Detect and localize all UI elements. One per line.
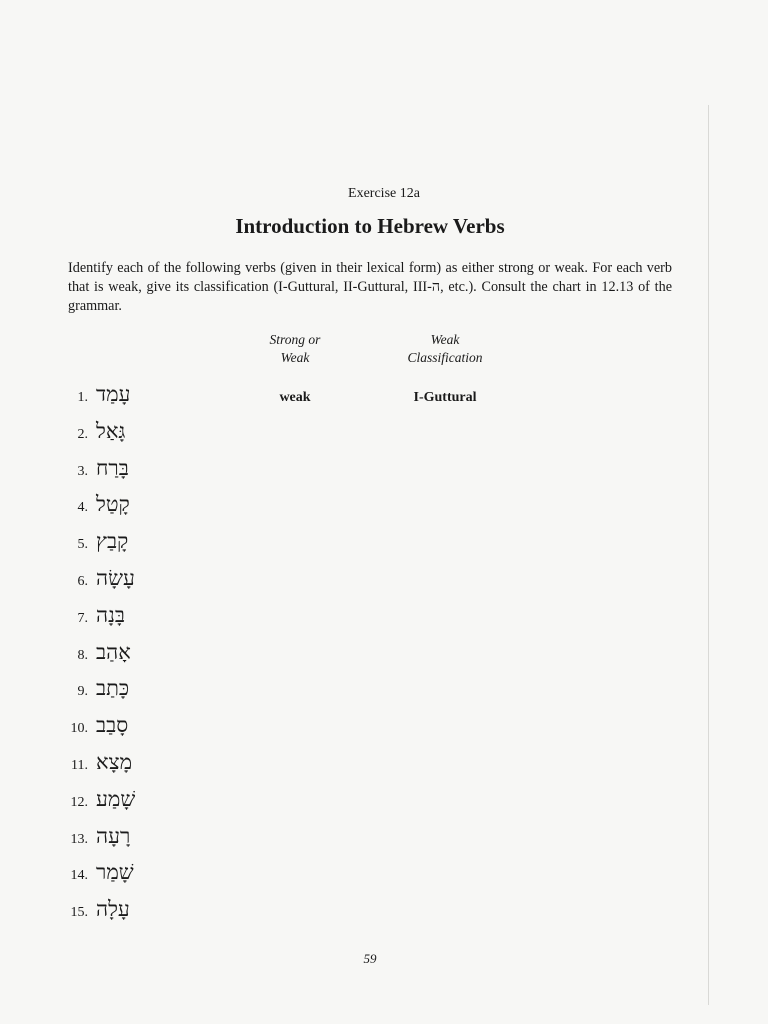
verb-row [0, 897, 768, 927]
item-number: 14. [70, 868, 88, 884]
strong-header-line2: Weak [280, 350, 310, 365]
hebrew-verb: כָּתַב [96, 676, 130, 701]
hebrew-verb: שָׁמַר [96, 860, 134, 885]
verb-row [0, 750, 768, 780]
strong-or-weak-column-header [240, 331, 350, 367]
verb-row [0, 529, 768, 559]
item-number: 3. [77, 463, 88, 479]
item-number: 15. [70, 905, 88, 921]
verb-row [0, 787, 768, 817]
verb-row [0, 419, 768, 449]
hebrew-verb: אָהַב [96, 639, 131, 664]
verb-row [0, 676, 768, 706]
page-title: Introduction to Hebrew Verbs [235, 214, 505, 238]
weak-header-line1: Weak [430, 332, 460, 347]
hebrew-verb: בָּנָה [96, 602, 126, 627]
hebrew-verb: שָׁמַע [96, 786, 136, 811]
verb-row [0, 603, 768, 633]
hebrew-verb: עָלָה [96, 897, 130, 922]
item-number: 7. [77, 610, 88, 626]
verb-row [0, 713, 768, 743]
strong-header-line1: Strong or [269, 332, 321, 347]
hebrew-verb: קָבַץ [96, 529, 129, 554]
weak-classification-answer: I-Guttural [413, 390, 477, 405]
item-number: 5. [77, 537, 88, 553]
verb-row [0, 824, 768, 854]
hebrew-verb: מָצָא [96, 750, 133, 774]
verb-row [0, 860, 768, 890]
item-number: 6. [77, 574, 88, 589]
item-number: 4. [77, 500, 88, 516]
hebrew-verb: סָבַב [96, 713, 129, 738]
item-number: 13. [70, 831, 88, 847]
hebrew-verb: קָטַל [96, 492, 130, 517]
page-number: 59 [363, 951, 377, 966]
item-number: 10. [70, 721, 88, 737]
hebrew-verb: עָמַד [96, 382, 131, 406]
item-number: 2. [77, 426, 88, 442]
verb-row [0, 382, 768, 412]
instructions-paragraph: Identify each of the following verbs (given in their lexical form) as either strong or weak. For each verb that is weak, give its classification (I-Guttural, II-Guttural, III-ה, etc.). Consult the chart in 12.13 of the grammar. [68, 260, 672, 314]
strong-or-weak-answer: weak [279, 390, 311, 405]
verb-row [0, 456, 768, 486]
hebrew-verb: רָעָה [96, 823, 131, 848]
verb-row [0, 566, 768, 596]
hebrew-verb: בָּרַח [96, 455, 129, 480]
item-number: 8. [77, 647, 88, 663]
item-number: 12. [70, 794, 88, 810]
verb-row [0, 492, 768, 522]
item-number: 11. [71, 758, 88, 773]
item-number: 9. [77, 684, 88, 700]
hebrew-verb: גָּאַל [96, 418, 126, 443]
item-number: 1. [77, 390, 88, 405]
hebrew-verb: עָשָׂה [96, 566, 135, 590]
exercise-label: Exercise 12a [348, 186, 420, 201]
verb-row [0, 640, 768, 670]
weak-classification-column-header [385, 331, 505, 367]
weak-header-line2: Classification [407, 350, 483, 365]
